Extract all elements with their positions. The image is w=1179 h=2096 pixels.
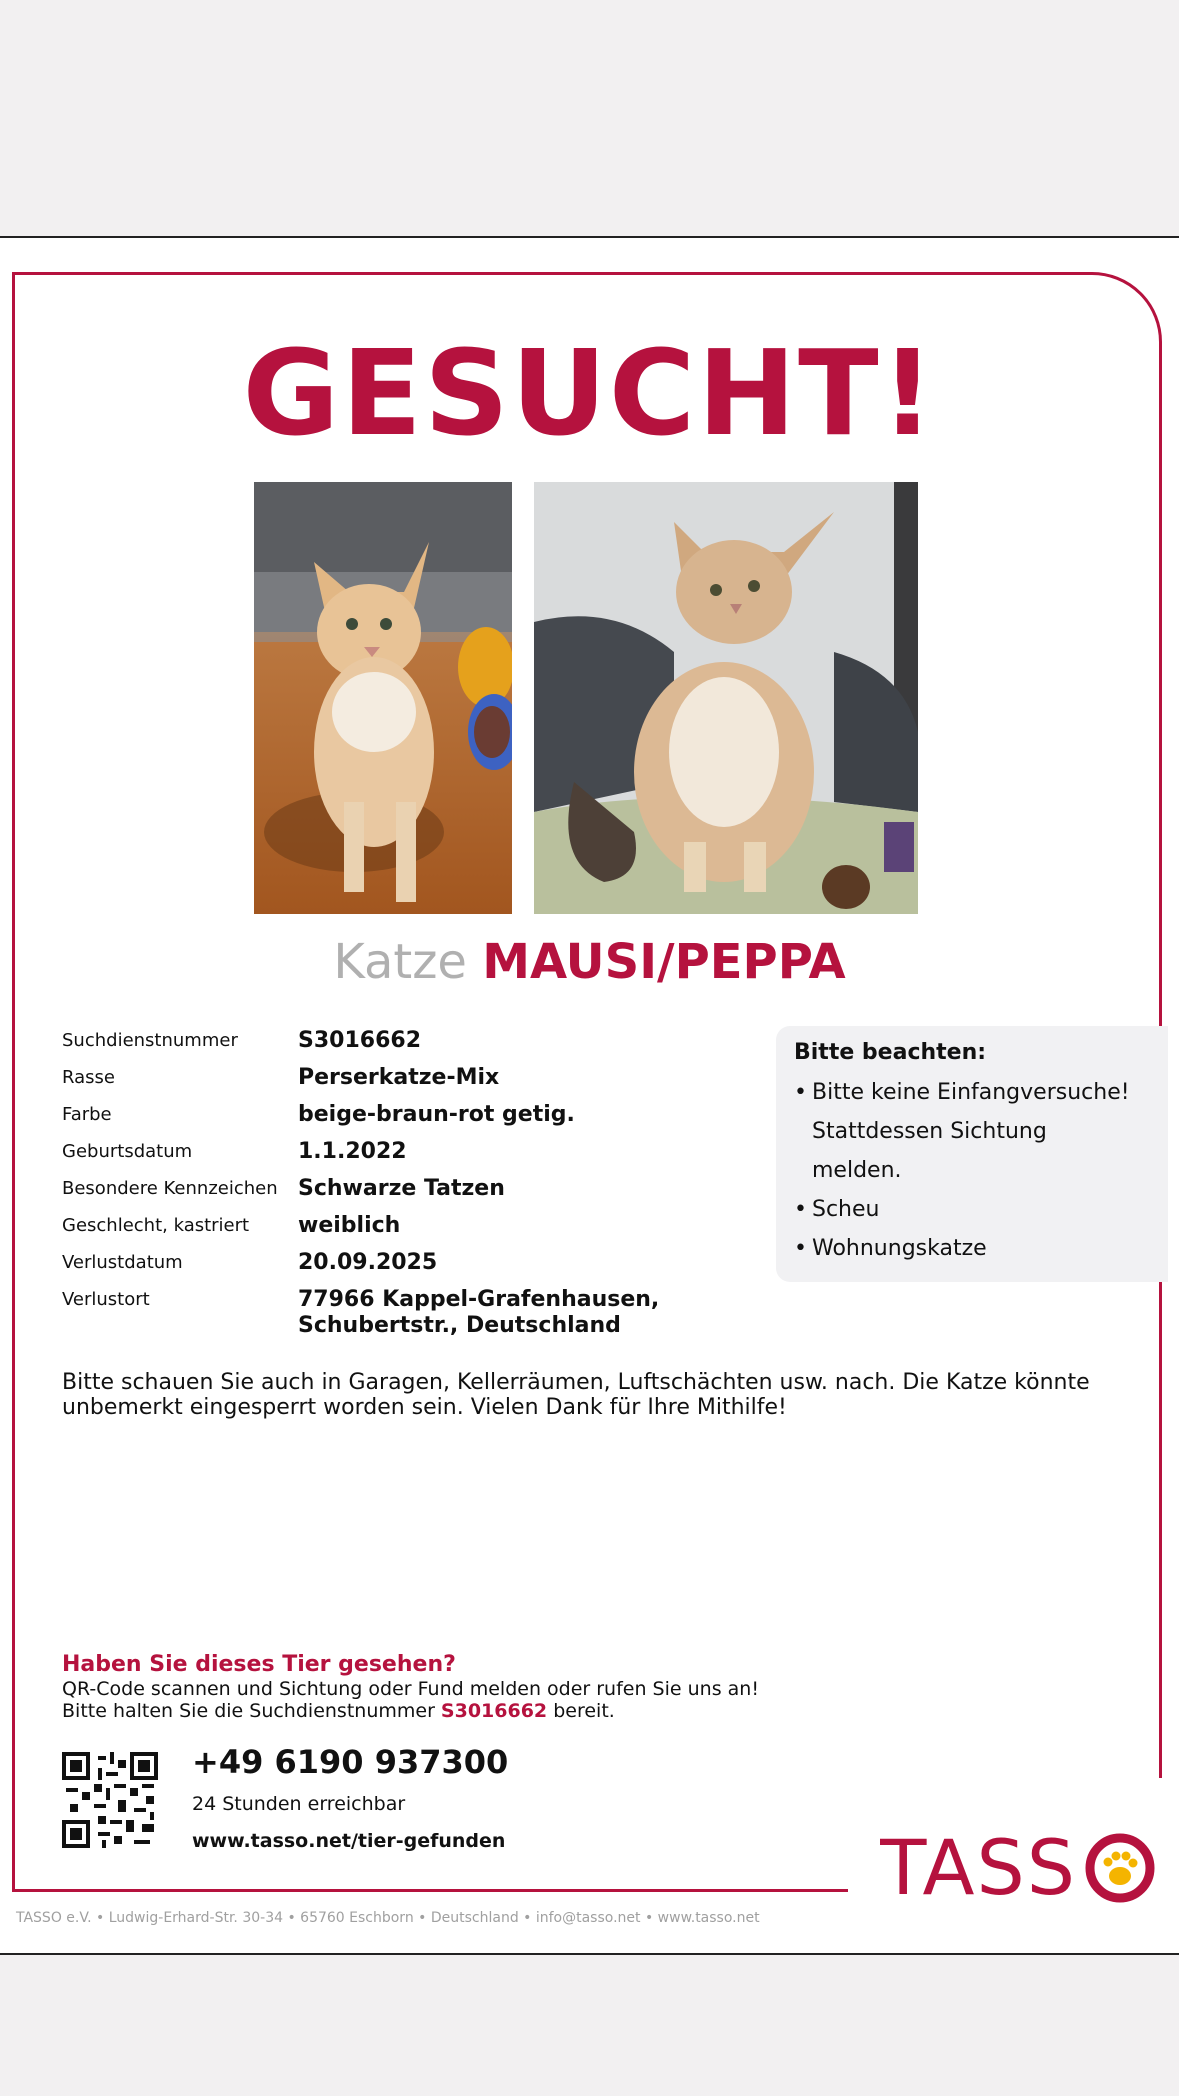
detail-label: Geschlecht, kastriert xyxy=(62,1215,250,1236)
details-table xyxy=(62,1028,782,1347)
detail-label: Geburtsdatum xyxy=(62,1141,193,1162)
qr-code[interactable] xyxy=(62,1752,158,1848)
footer-address: TASSO e.V. • Ludwig-Erhard-Str. 30-34 • 65760 Eschborn • Deutschland • info@tasso.net • www.tasso.net xyxy=(16,1910,760,1926)
notice-heading: Bitte beachten: xyxy=(794,1040,987,1065)
detail-value: weiblich xyxy=(298,1213,401,1238)
notice-item-cont: melden. xyxy=(812,1158,902,1183)
detail-label: Farbe xyxy=(62,1104,112,1125)
contact-number-hint: Bitte halten Sie die Suchdienstnummer S3016662 bereit. xyxy=(62,1700,615,1722)
website-link[interactable]: www.tasso.net/tier-gefunden xyxy=(192,1830,506,1852)
tasso-logo xyxy=(880,1824,1165,1904)
poster-page xyxy=(0,236,1179,1955)
seen-question: Haben Sie dieses Tier gesehen? xyxy=(62,1652,456,1677)
notice-item: • Wohnungskatze xyxy=(794,1229,1150,1268)
svg-text:TASS: TASS xyxy=(880,1824,1077,1904)
detail-label: Verlustort xyxy=(62,1289,150,1310)
poster-title: GESUCHT! xyxy=(242,324,937,462)
detail-value: Schwarze Tatzen xyxy=(298,1176,505,1201)
detail-value: S3016662 xyxy=(298,1028,421,1053)
hotline-hours: 24 Stunden erreichbar xyxy=(192,1793,406,1815)
hotline-phone[interactable]: +49 6190 937300 xyxy=(192,1743,509,1781)
cat-photo-2 xyxy=(534,482,918,914)
notice-box xyxy=(776,1026,1168,1282)
detail-row xyxy=(62,1102,782,1139)
detail-row xyxy=(62,1065,782,1102)
detail-value-line: Schubertstr., Deutschland xyxy=(298,1313,621,1338)
notice-item-cont: Stattdessen Sichtung xyxy=(812,1119,1047,1144)
detail-row xyxy=(62,1176,782,1213)
detail-row xyxy=(62,1213,782,1250)
detail-label: Suchdienstnummer xyxy=(62,1030,238,1051)
detail-value xyxy=(298,1287,659,1339)
detail-value: 20.09.2025 xyxy=(298,1250,438,1275)
contact-instruction: QR-Code scannen und Sichtung oder Fund melden oder rufen Sie uns an! xyxy=(62,1678,759,1700)
notice-item: • Bitte keine Einfangversuche! xyxy=(794,1073,1150,1112)
detail-row xyxy=(62,1250,782,1287)
search-number-highlight: S3016662 xyxy=(440,1700,548,1722)
detail-label: Besondere Kennzeichen xyxy=(62,1178,278,1199)
paw-icon xyxy=(1104,1852,1138,1886)
search-hint-paragraph: Bitte schauen Sie auch in Garagen, Kellerräumen, Luftschächten usw. nach. Die Katze könnte unbemerkt eingesperrt worden sein. Vielen Dank für Ihre Mithilfe! xyxy=(62,1370,1090,1420)
animal-name-heading xyxy=(0,934,1179,990)
detail-row xyxy=(62,1287,782,1347)
detail-value: 1.1.2022 xyxy=(298,1139,407,1164)
animal-name: MAUSI/PEPPA xyxy=(482,934,846,990)
detail-label: Verlustdatum xyxy=(62,1252,183,1273)
detail-row xyxy=(62,1028,782,1065)
animal-kind: Katze xyxy=(333,934,467,990)
notice-item: • Scheu xyxy=(794,1190,1150,1229)
detail-label: Rasse xyxy=(62,1067,115,1088)
detail-row xyxy=(62,1139,782,1176)
cat-photo-1 xyxy=(254,482,512,914)
detail-value-line: 77966 Kappel-Grafenhausen, xyxy=(298,1287,660,1312)
detail-value: beige-braun-rot getig. xyxy=(298,1102,575,1127)
detail-value: Perserkatze-Mix xyxy=(298,1065,500,1090)
